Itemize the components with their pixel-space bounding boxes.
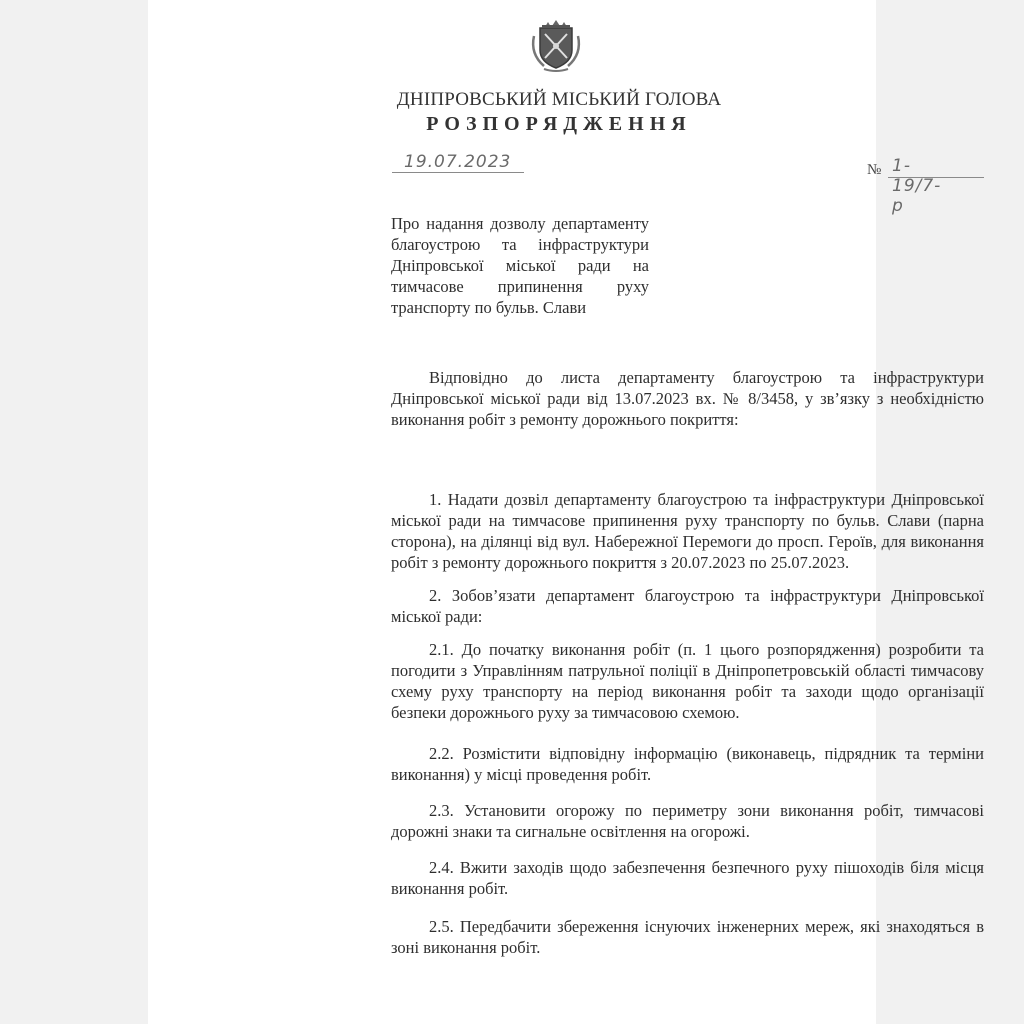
paragraph-2-5: 2.5. Передбачити збереження існуючих інженерних мереж, які знаходяться в зоні виконання робіт. — [391, 917, 984, 957]
paragraph-2-1: 2.1. До початку виконання робіт (п. 1 цього розпорядження) розробити та погодити з Управлінням патрульної поліції в Дніпропетровській області тимчасову схему руху транспорту на період виконання робіт та заходи щодо організації безпеки дорожнього руху за тимчасовою схемою. — [391, 640, 984, 722]
document-type-title: РОЗПОРЯДЖЕННЯ — [426, 113, 692, 135]
intro-paragraph: Відповідно до листа департаменту благоустрою та інфраструктури Дніпровської міської ради від 13.07.2023 вх. № 8/3458, у зв’язку з необхідністю виконання робіт з ремонту дорожнього покриття: — [391, 368, 984, 429]
authority-title: ДНІПРОВСЬКИЙ МІСЬКИЙ ГОЛОВА — [396, 89, 722, 110]
number-underline — [888, 177, 984, 178]
document-date: 19.07.2023 — [404, 152, 512, 172]
paragraph-2-3: 2.3. Установити огорожу по периметру зони виконання робіт, тимчасові дорожні знаки та сигнальне освітлення на огорожі. — [391, 801, 984, 841]
number-label: № — [867, 162, 882, 178]
paragraph-2: 2. Зобов’язати департамент благоустрою та інфраструктури Дніпровської міської ради: — [391, 586, 984, 626]
document-number: 1-19/7-р — [892, 156, 942, 216]
document-subject: Про надання дозволу департаменту благоустрою та інфраструктури Дніпровської міської ради на тимчасове припинення руху транспорту по бульв. Слави — [391, 214, 649, 317]
city-coat-of-arms-icon — [526, 14, 586, 74]
date-underline — [392, 172, 524, 173]
paragraph-2-4: 2.4. Вжити заходів щодо забезпечення безпечного руху пішоходів біля місця виконання робіт. — [391, 858, 984, 898]
paragraph-2-2: 2.2. Розмістити відповідну інформацію (виконавець, підрядник та терміни виконання) у місці проведення робіт. — [391, 744, 984, 784]
paragraph-1: 1. Надати дозвіл департаменту благоустрою та інфраструктури Дніпровської міської ради на тимчасове припинення руху транспорту по бульв. Слави (парна сторона), на ділянці від вул. Набережної Перемоги до просп. Героїв, для виконання робіт з ремонту дорожнього покриття з 20.07.2023 по 25.07.2023. — [391, 490, 984, 572]
document-page — [148, 0, 984, 1024]
